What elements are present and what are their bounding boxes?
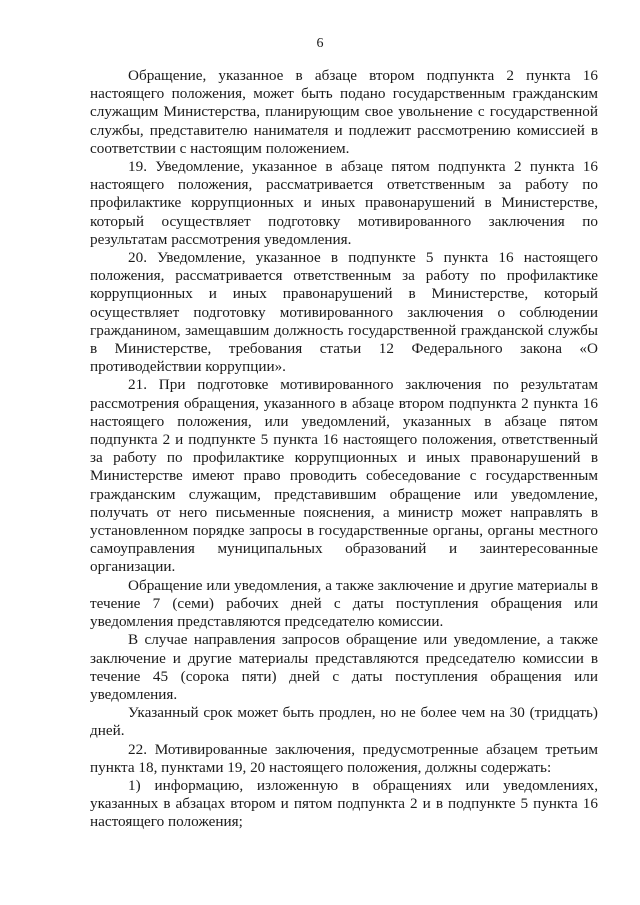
paragraph-materials-45-days: В случае направления запросов обращение или уведомление, а также заключение и другие материалы представляются председателю комиссии в течение 45 (сорока пяти) дней с даты поступления обращения или уведомления. <box>90 631 598 703</box>
paragraph-item-22: 22. Мотивированные заключения, предусмотренные абзацем третьим пункта 18, пунктами 19, 20 настоящего положения, должны содержать: <box>90 740 598 776</box>
paragraph-item-20: 20. Уведомление, указанное в подпункте 5 пункта 16 настоящего положения, рассматривается ответственным за работу по профилактике коррупционных и иных правонарушений в Министерстве, который осуществляет подготовку мотивированного заключения о соблюдении гражданином, замещавшим должность государственной гражданской службы в Министерстве, требования статьи 12 Федерального закона «О противодействии коррупции». <box>90 249 598 376</box>
paragraph-appeal-dismissal: Обращение, указанное в абзаце втором подпункта 2 пункта 16 настоящего положения, может быть подано государственным гражданским служащим Министерства, планирующим свое увольнение с государственной службы, представителю нанимателя и подлежит рассмотрению комиссией в соответствии с настоящим положением. <box>90 67 598 157</box>
paragraph-item-19: 19. Уведомление, указанное в абзаце пятом подпункта 2 пункта 16 настоящего положения, рассматривается ответственным за работу по профилактике коррупционных и иных правонарушений в Министерстве, который осуществляет подготовку мотивированного заключения по результатам рассмотрения уведомления. <box>90 158 598 248</box>
document-body <box>90 67 598 832</box>
paragraph-item-22-subitem-1: 1) информацию, изложенную в обращениях или уведомлениях, указанных в абзацах втором и пятом подпункта 2 и в подпункте 5 пункта 16 настоящего положения; <box>90 776 598 831</box>
paragraph-materials-7-days: Обращение или уведомления, а также заключение и другие материалы в течение 7 (семи) рабочих дней с даты поступления обращения или уведомления представляются председателю комиссии. <box>90 576 598 631</box>
page-number: 6 <box>316 36 324 51</box>
paragraph-term-extension: Указанный срок может быть продлен, но не более чем на 30 (тридцать) дней. <box>90 704 598 740</box>
paragraph-item-21: 21. При подготовке мотивированного заключения по результатам рассмотрения обращения, указанного в абзаце втором подпункта 2 пункта 16 настоящего положения, или уведомлений, указанных в абзаце пятом подпункта 2 и подпункте 5 пункта 16 настоящего положения, ответственный за работу по профилактике коррупционных и иных правонарушений в Министерстве имеют право проводить собеседование с государственным гражданским служащим, представившим обращение или уведомление, получать от него письменные пояснения, а министр может направлять в установленном порядке запросы в государственные органы, органы местного самоуправления муниципальных образований и заинтересованные организации. <box>90 376 598 576</box>
